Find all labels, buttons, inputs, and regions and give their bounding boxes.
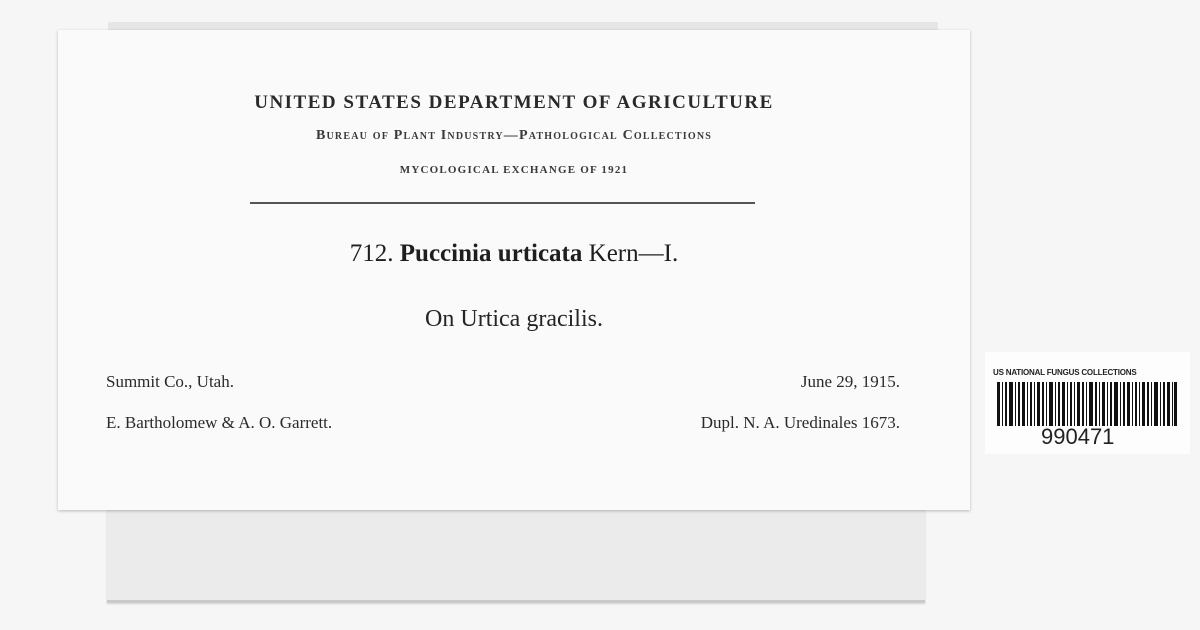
barcode-number: 990471 — [1041, 424, 1115, 449]
bureau-subheader: Bureau of Plant Industry—Pathological Collections — [315, 128, 713, 143]
locality: Summit Co., Utah. — [106, 372, 234, 391]
locality-date-row — [106, 372, 900, 392]
collection-date: June 29, 1915. — [800, 372, 900, 391]
host-plant: On Urtica gracilis. — [425, 306, 603, 332]
barcode-image — [997, 382, 1177, 426]
specimen-label — [58, 30, 970, 510]
header-divider — [250, 202, 755, 204]
species-name: Puccinia urticata — [399, 240, 583, 267]
collectors: E. Bartholomew & A. O. Garrett. — [106, 413, 333, 432]
exchange-subheader: MYCOLOGICAL EXCHANGE OF 1921 — [399, 164, 629, 176]
species-authority: Kern—I. — [588, 240, 679, 267]
duplicate-reference: Dupl. N. A. Uredinales 1673. — [700, 413, 900, 432]
institution-header: UNITED STATES DEPARTMENT OF AGRICULTURE — [254, 92, 774, 113]
barcode-tag — [985, 352, 1190, 454]
collection-caption: US NATIONAL FUNGUS COLLECTIONS — [993, 368, 1137, 377]
specimen-title — [58, 240, 970, 268]
specimen-envelope — [107, 510, 925, 603]
specimen-number: 712. — [349, 240, 394, 267]
collectors-row — [106, 413, 900, 433]
